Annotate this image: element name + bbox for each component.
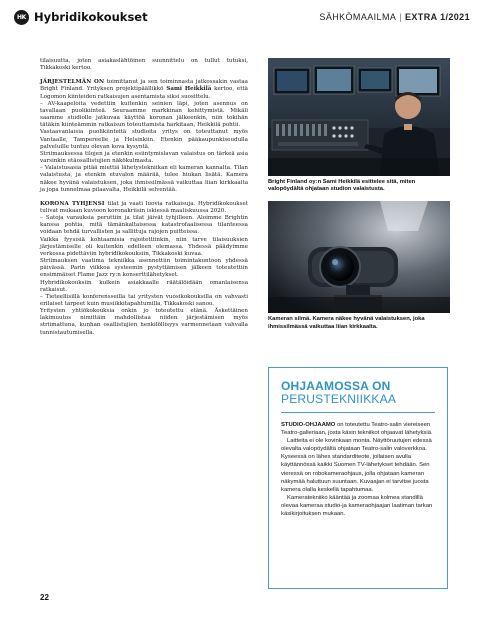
- person-name: Sami Heikkilä: [166, 86, 212, 93]
- photo-column: [268, 58, 450, 331]
- paragraph-text: kertoo, että Logomon kiinteiden ratkaisujen asentamista siksi suosittelu.: [40, 86, 248, 100]
- article-paragraph: tilaisuutta, joten asiakaslähtöinen suunnittelu on tullut tutuksi, Tikkakoski kertoo.: [40, 58, 248, 72]
- page-number: 22: [40, 593, 49, 602]
- paragraph-lead: KORONA TYHJENSI: [40, 200, 105, 207]
- factbox-subtitle: PERUSTEKNIIKKAA: [281, 392, 397, 406]
- factbox: [268, 367, 448, 589]
- studio-control-room-photo: [268, 58, 450, 176]
- paragraph-text: toimittanut ja sen toiminnasta jatkossakin vastaa Bright Finland. Yrityksen projektipäällikkö: [40, 79, 248, 93]
- control-room-illustration: [268, 58, 450, 176]
- paragraph-text: tilat ja vaati luovia ratkaisuja. Hybridikokoukset tulivat mukaan kuvioon koronakriisin iskiessä maaliskuussa 2020.: [40, 200, 248, 214]
- article-paragraph: Yritysten yhtiökokouksia onkin jo toteutettu etänä. Äskettäinen lakimuutos nimittäin mahdollistaa niiden järjestämisen myös striimattuna, kunhan osallistujien henkilöllisyys varmennetaan vahvalla tunnistautumisella.: [40, 308, 248, 336]
- article-paragraph: [40, 201, 248, 215]
- article-column: [40, 58, 248, 337]
- paragraph-lead: JÄRJESTELMÄN ON: [40, 79, 105, 86]
- paragraph-lead: STUDIO-OHJAAMO: [281, 422, 336, 428]
- page-header: [14, 8, 470, 26]
- robotic-camera-illustration: [268, 201, 450, 313]
- article-paragraph: Vastaavanlaisia puolikiinteitä studioita yritys on toteuttanut myös Vantaalle, Tampereelle ja Helsinkiin. Etenkin pääkaupunkiseudulla palveluille tuntuu olevan kova kysyntä.: [40, 129, 248, 150]
- factbox-title: OHJAAMOSSA ON: [281, 379, 391, 393]
- magazine-name: SÄHKÖMAAILMA: [319, 12, 397, 22]
- article-paragraph: Striimauksessa tilojen ja etenkin esiintymislavan valaistus on tärkeä asia varsinkin etäosallistujien näkökulmasta.: [40, 150, 248, 165]
- factbox-paragraph: Kameratekniiko kääntää ja zoomaa kolmea standillä olevaa kameraa studio-ja kameraohjaajan laatiman tarkan käsikirjoituksen mukaan.: [281, 494, 433, 518]
- photo-caption: Kameran silmä. Kamera näkee hyvänä valaistuksen, joka ihmissilmässä vaikuttaa liian kirkkaalta.: [268, 316, 425, 330]
- section-title: Hybridikokoukset: [34, 10, 148, 24]
- section-logo-icon: HK: [14, 10, 29, 25]
- article-paragraph: [40, 79, 248, 100]
- article-paragraph: – AV-kaapeloita vedettiin kuitenkin seinien läpi, joten asennus on tavallaan puolikiinteä. Seuraamme markkinan kehittymistä. Mikäli saamme studiolle jatkuvaa käyttöä koronan jälkeenkin, niin tokihän tätäkin kiinteämmin ratkaisun toteuttamista harkitaan, Heikkilä pohtii.: [40, 100, 248, 129]
- magazine-issue: [319, 12, 470, 22]
- factbox-paragraph: [281, 421, 435, 437]
- factbox-paragraph: Laitteita ei ole kovinkaan monta. Näyttöruutujen edessä olevalta valopöydältä ohjataan Teatro-salin valoverkkoa. Kyseessä on lähes standarditeote, jollaisen avulla käyttännössä kaikki Suomen TV-lähetykset tehdään. Sen vieressä on robokameraohjaus, jolla ohjataan kameran näkymää haluttuun suuntaan. Kuvaajan ei tarvitse juosta kamera olalla keskellä tapahtumaa.: [281, 438, 432, 493]
- section-brand: [14, 10, 148, 25]
- robotic-camera-photo: [268, 201, 450, 313]
- header-separator: |: [399, 12, 402, 22]
- article-paragraph: – Tieteellisillä konferensseilla tai yritysten vuosikokouksilla on vahvasti erilaiset tarpeet kuin musiikkitapahtumilla, Tikkakoski sanoo.: [40, 293, 248, 307]
- factbox-body: [281, 421, 435, 518]
- paragraph-text: on toteutettu Teatro-salin viereiseen Teatro-galleriaan, josta käsin tekniikot ohjaavat lähetyksiä.: [281, 422, 433, 437]
- article-paragraph: Striimauksen vaatima tekniikka asennettiin toimintakuntoon yhdessä päivässä. Parin viikkoa systeemin pystyttämisen jälkeen toteutettiin ensimmäiset Flame Jazz ry:n konserttilähetykset.: [40, 258, 248, 279]
- factbox-divider: [281, 412, 435, 413]
- article-paragraph: – Valaistusasia pitää miettiä lähetystekniikan eli kameran kannalta. Tilan valaistusta, ja etenkin etuvalon määrää, tulee hiukan lisätä. Kamera näkee hyvänä valaistuksen, joka ihmissilmässä vaikuttaa liian kirkkaalta ja jopa tunnelmaa pilaavalta, Heikkilä selventää.: [40, 165, 248, 193]
- photo-caption: Bright Finland oy:n Sami Heikkilä esittelee sitä, miten valopöydältä ohjataan studion valaistusta.: [268, 179, 416, 193]
- article-paragraph: – Satoja varauksia peruttiin ja tilat jäivät tyhjilleen. Aloimme Brightin kanssa pohtia, mitä tämänkaltaisessa katastrofaalisessa tilanteessa voidaan tehdä turvallisten ja sallittuja rajojen puitteissa.: [40, 215, 248, 236]
- issue-label: EXTRA 1/2021: [405, 12, 470, 22]
- article-paragraph: Hybridikokouksiin kulkein asiakkaalle räätälöidään omanlaisensa ratkaisut.: [40, 279, 248, 293]
- article-paragraph: Vaikka fyysisiä kohtaamisia rajoitettiinkin, niin tarve tilaisuuksien järjestämiselle oli kuitenkin edelleen olemassa. Yhdessä päädyimme verkossa pidettäviin hybridikokouksiin, Tikkakoski kuvaa.: [40, 236, 248, 257]
